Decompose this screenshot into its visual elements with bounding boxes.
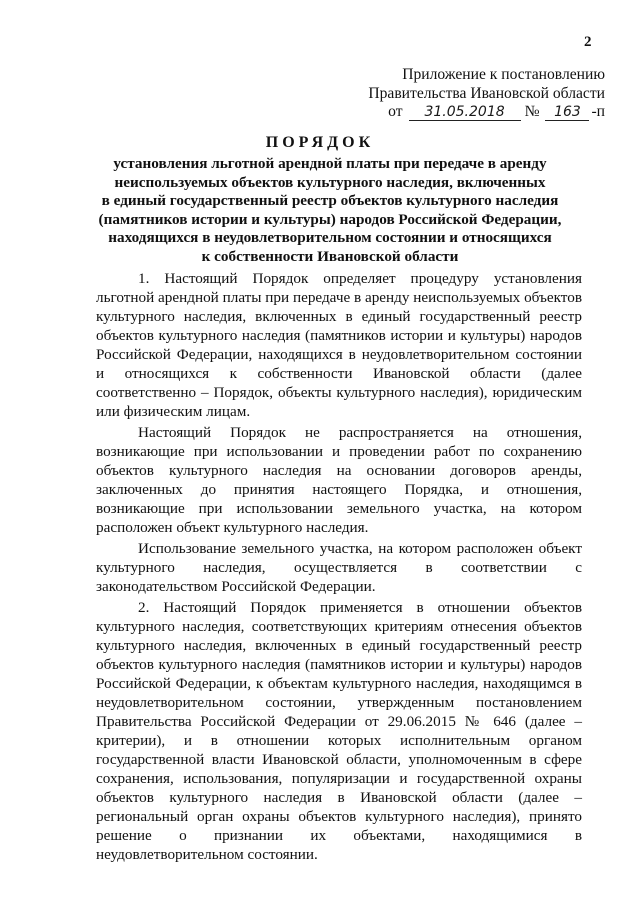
number-suffix: -п — [591, 103, 605, 120]
subtitle-line: находящихся в неудовлетворительном состоянии и относящихся — [108, 229, 552, 247]
appendix-line-2: Правительства Ивановской области — [368, 84, 605, 102]
date-prefix: от — [388, 103, 403, 120]
appendix-date-number-line — [355, 103, 605, 122]
appendix-line-1: Приложение к постановлению — [402, 66, 605, 83]
document-title: ПОРЯДОК — [265, 134, 375, 151]
subtitle-line: (памятников истории и культуры) народов Российской Федерации, — [98, 210, 562, 228]
paragraph-3: Использование земельного участка, на котором расположен объект культурного наследия, осуществляется в соответствии с законодательством Российской Федерации. — [96, 540, 582, 595]
subtitle-line: к собственности Ивановской области — [201, 247, 459, 265]
page-number: 2 — [584, 34, 592, 50]
number-prefix: № — [524, 103, 540, 120]
document-body — [96, 269, 582, 864]
paragraph-1: 1. Настоящий Порядок определяет процедуру установления льготной арендной платы при передаче в аренду неиспользуемых объектов культурного наследия, включенных в единый государственный реестр объектов культурного наследия (памятников истории и культуры) народов Российской Федерации, находящихся в неудовлетворительном состоянии и относящихся к собственности Ивановской области (далее соответственно – Порядок, объекты культурного наследия), юридическим или физическим лицам. — [96, 270, 582, 420]
handwritten-date: 31.05.2018 — [409, 104, 521, 121]
paragraph-4: 2. Настоящий Порядок применяется в отношении объектов культурного наследия, соответствующих критериям отнесения объектов культурного наследия, включенных в единый государственный реестр объектов культурного наследия (памятников истории и культуры) народов Российской Федерации, к объектам культурного наследия, находящимся в неудовлетворительном состоянии, утвержденным постановлением Правительства Российской Федерации от 29.06.2015 № 646 (далее – критерии), и в отношении которых исполнительным органом государственной власти Ивановской области, уполномоченным в сфере сохранения, использования, популяризации и государственной охраны объектов культурного наследия в Ивановской области (далее – региональный орган охраны объектов культурного наследия), принято решение о признании их объектами, находящимися в неудовлетворительном состоянии. — [96, 599, 582, 863]
subtitle-line: в единый государственный реестр объектов культурного наследия — [101, 192, 559, 210]
paragraph-2: Настоящий Порядок не распространяется на отношения, возникающие при использовании и проведении работ по сохранению объектов культурного наследия на основании договоров аренды, заключенных до принятия настоящего Порядка, и отношения, возникающие при использовании земельного участка, на котором расположен объект культурного наследия. — [96, 424, 582, 536]
handwritten-number: 163 — [545, 104, 589, 121]
document-subtitle — [90, 155, 570, 267]
subtitle-line: неиспользуемых объектов культурного наследия, включенных — [114, 173, 546, 191]
appendix-header — [355, 66, 605, 122]
subtitle-line: установления льготной арендной платы при передаче в аренду — [113, 155, 547, 172]
